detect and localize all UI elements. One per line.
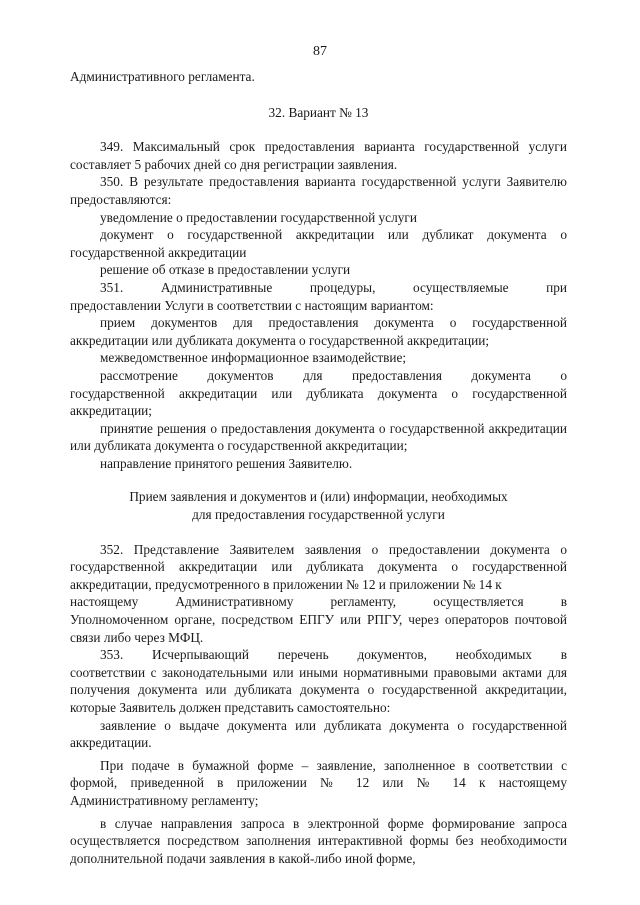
paragraph-351-line1: 351. Административные процедуры, осуществляемые при [100, 279, 567, 295]
document-item-application: заявление о выдаче документа или дубликата документа о государственной аккредитации. [70, 717, 567, 751]
result-item-refusal: решение об отказе в предоставлении услуги [100, 262, 351, 278]
section-title: 32. Вариант № 13 [268, 104, 369, 120]
subheading-line1: Прием заявления и документов и (или) информации, необходимых [129, 489, 508, 505]
paragraph-352-body: 352. Представление Заявителем заявления о предоставлении документа о государственной аккредитации или дубликата документа о государственной аккредитации, предусмотренного в приложении № 12 и приложении № 14 к [70, 541, 567, 592]
subheading-line2: для предоставления государственной услуги [192, 507, 445, 523]
paragraph-electronic-form: в случае направления запроса в электронной форме формирование запроса осуществляется посредством заполнения интерактивной формы без необходимости дополнительной подачи заявления в какой-либо иной форме, [70, 815, 567, 866]
page-body [70, 68, 567, 867]
intro-line: Административного регламента. [70, 69, 255, 84]
result-item-notification: уведомление о предоставлении государственной услуги [100, 209, 417, 225]
subheading [70, 488, 567, 523]
procedure-item-reception: прием документов для предоставления документа о государственной аккредитации или дубликата документа о государственной аккредитации; [70, 315, 567, 348]
procedure-item-interaction: межведомственное информационное взаимодействие; [100, 350, 407, 366]
procedure-item-review-rest: государственной аккредитации или дубликата документа о государственной аккредитации; [70, 385, 567, 419]
procedure-item-decision: принятие решения о предоставления документа о государственной аккредитации или дубликата документа о государственной аккредитации; [70, 420, 567, 454]
page-number: 87 [313, 44, 327, 59]
paragraph-351-line2: предоставлении Услуги в соответствии с настоящим вариантом: [70, 297, 434, 313]
paragraph-353-line1: 353. Исчерпывающий перечень документов, необходимых в [100, 647, 567, 663]
procedure-item-review-line1: рассмотрение документов для предоставления документа о [100, 367, 567, 383]
paragraph-352-rest: Уполномоченном органе, посредством ЕПГУ или РПГУ, через операторов почтовой связи либо через МФЦ. [70, 612, 567, 645]
result-item-document: документ о государственной аккредитации или дубликат документа о государственной аккредитации [70, 227, 567, 260]
paragraph-350: 350. В результате предоставления варианта государственной услуги Заявителю предоставляются: [70, 174, 567, 207]
paragraph-349: 349. Максимальный срок предоставления варианта государственной услуги составляет 5 рабочих дней со дня регистрации заявления. [70, 139, 567, 172]
paragraph-352-line4: настоящему Административному регламенту, осуществляется в [70, 594, 567, 610]
paragraph-353-rest: соответствии с законодательными или иными нормативными правовыми актами для получения документа или дубликата документа о государственной аккредитации, которые Заявитель должен представить самостоятельно: [70, 664, 567, 715]
paragraph-paper-form: При подаче в бумажной форме – заявление, заполненное в соответствии с формой, приведенной в приложении № 12 или № 14 к настоящему Административному регламенту; [70, 757, 567, 808]
procedure-item-sending: направление принятого решения Заявителю. [100, 455, 353, 471]
